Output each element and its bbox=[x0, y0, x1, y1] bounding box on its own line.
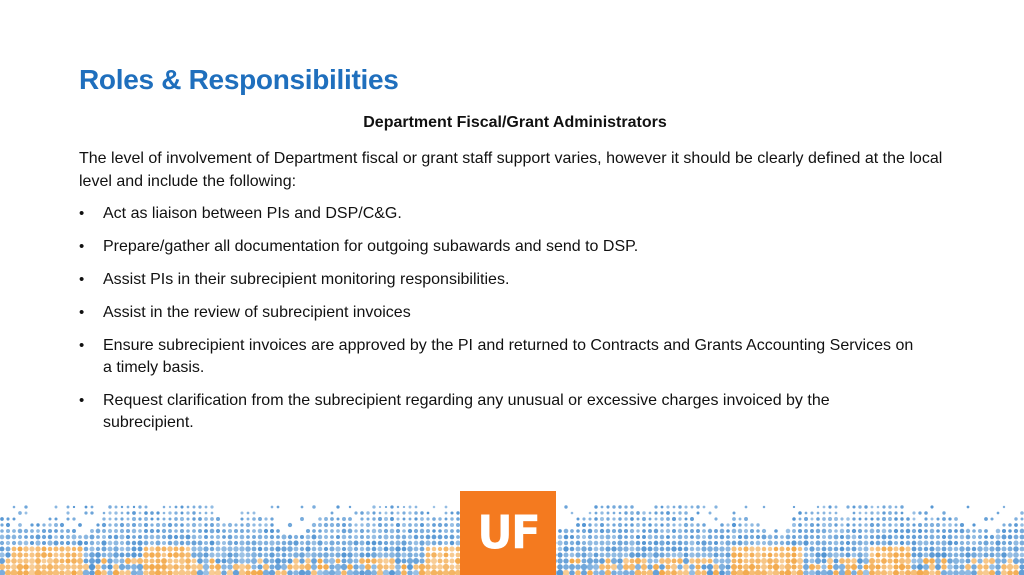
uf-logo-text: UF bbox=[477, 506, 539, 560]
bullet-text: Prepare/gather all documentation for outgoing subawards and send to DSP. bbox=[103, 238, 639, 255]
bullet-text: Assist in the review of subrecipient invoices bbox=[103, 304, 411, 321]
bullet-text: Request clarification from the subrecipient regarding any unusual or excessive charges invoiced by the subrecipient. bbox=[103, 392, 830, 431]
bullet-item bbox=[79, 335, 919, 379]
bullet-item bbox=[79, 203, 919, 225]
bullet-icon: • bbox=[79, 271, 85, 288]
bullet-item bbox=[79, 302, 919, 324]
bullet-icon: • bbox=[79, 304, 85, 321]
intro-paragraph: The level of involvement of Department fiscal or grant staff support varies, however it should be clearly defined at the local level and include the following: bbox=[79, 150, 943, 190]
bullet-icon: • bbox=[79, 205, 85, 222]
slide-subtitle: Department Fiscal/Grant Administrators bbox=[363, 114, 667, 131]
bullet-icon: • bbox=[79, 337, 85, 354]
bullet-item bbox=[79, 269, 919, 291]
bullet-text: Assist PIs in their subrecipient monitoring responsibilities. bbox=[103, 271, 510, 288]
bullet-item bbox=[79, 236, 919, 258]
bullet-text: Act as liaison between PIs and DSP/C&G. bbox=[103, 205, 402, 222]
uf-logo bbox=[460, 491, 556, 575]
bullet-text: Ensure subrecipient invoices are approved by the PI and returned to Contracts and Grants Accounting Services on a timely basis. bbox=[103, 337, 914, 376]
bullet-list bbox=[79, 203, 919, 445]
bullet-icon: • bbox=[79, 392, 85, 409]
slide-title: Roles & Responsibilities bbox=[79, 64, 399, 95]
bullet-icon: • bbox=[79, 238, 85, 255]
bullet-item bbox=[79, 390, 919, 434]
